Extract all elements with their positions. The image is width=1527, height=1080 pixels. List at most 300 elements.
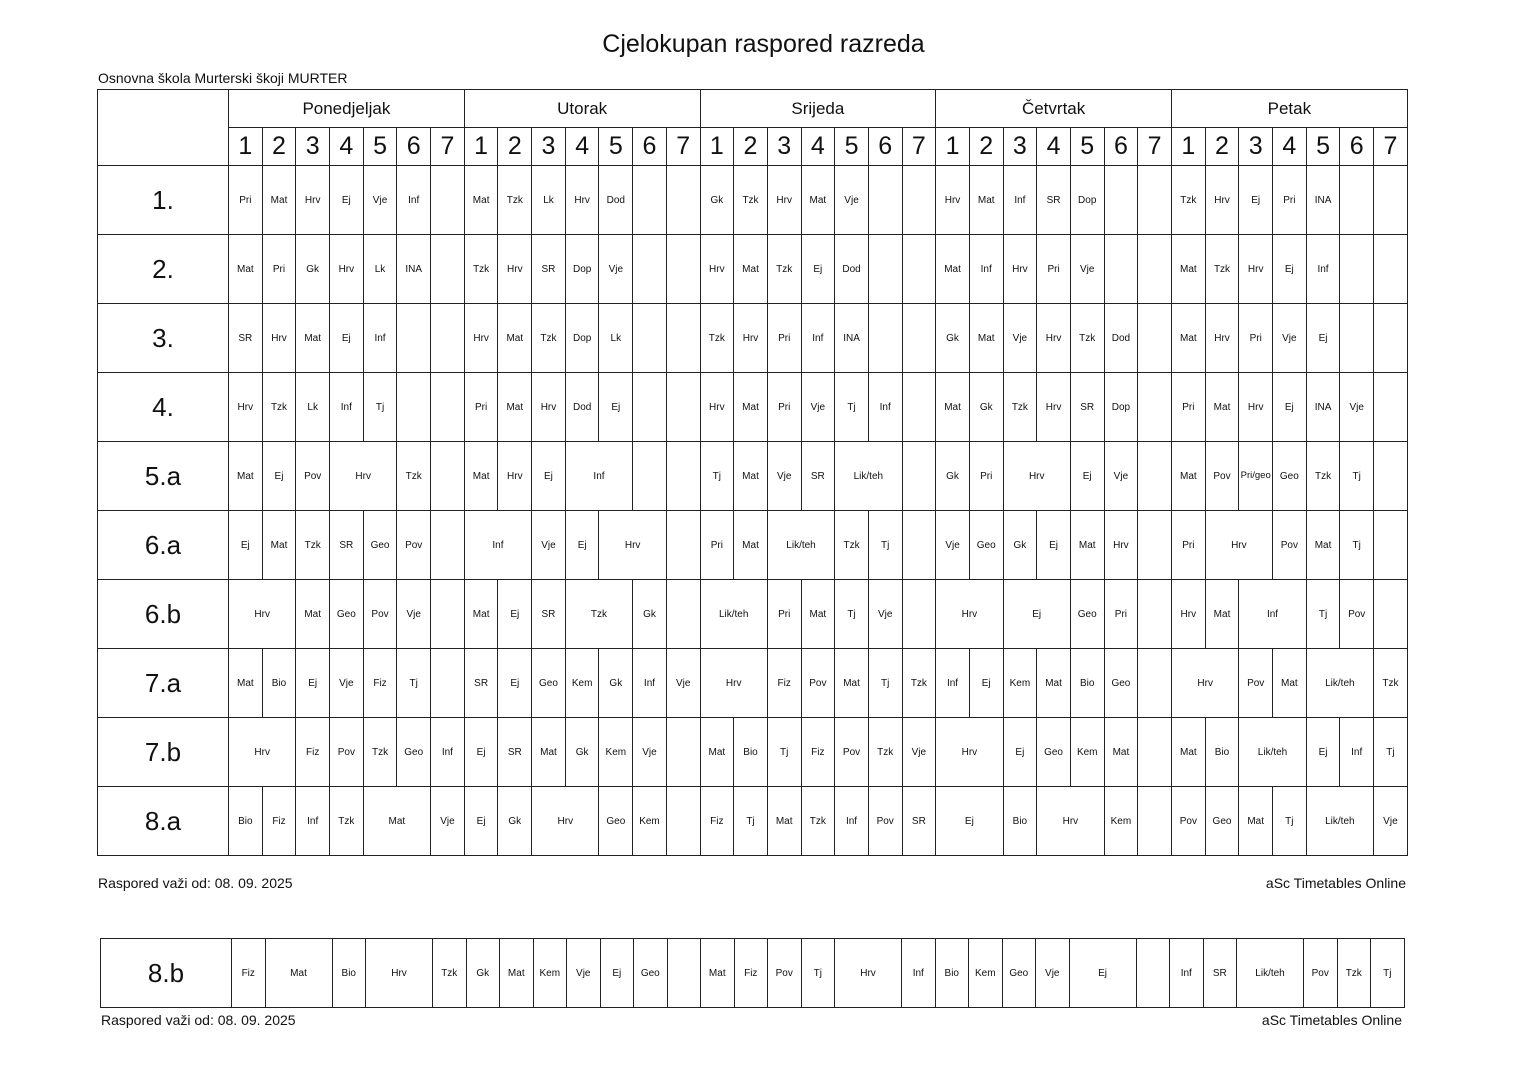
lesson-cell: Tzk [801,787,835,856]
school-name: Osnovna škola Murterski škoji MURTER [98,70,348,86]
lesson-cell: Fiz [734,939,768,1008]
class-row [98,166,1408,235]
empty-cell [431,373,465,442]
lesson-cell: Dod [565,373,599,442]
lesson-cell: Mat [734,373,768,442]
lesson-cell: Gk [466,939,500,1008]
lesson-cell: Tzk [1374,649,1408,718]
lesson-cell: Tj [1340,442,1374,511]
lesson-cell: Kem [599,718,633,787]
lesson-cell: Geo [397,718,431,787]
lesson-cell: Mat [1172,235,1206,304]
lesson-cell: Pov [330,718,364,787]
lesson-cell: Lik/teh [1237,939,1304,1008]
lesson-cell: Kem [633,787,667,856]
empty-cell [633,235,667,304]
class-name: 2. [98,235,229,304]
lesson-cell: Mat [363,787,430,856]
lesson-cell: Tzk [397,442,431,511]
lesson-cell: Geo [969,511,1003,580]
lesson-cell: Geo [634,939,668,1008]
class-name: 8.b [101,939,232,1008]
lesson-cell: Tj [1374,718,1408,787]
empty-cell [902,373,936,442]
lesson-cell: Ej [1003,580,1070,649]
empty-cell [667,939,701,1008]
empty-cell [1104,166,1138,235]
lesson-cell: Mat [498,304,532,373]
lesson-cell: Tzk [565,580,632,649]
period-number: 7 [1374,128,1408,166]
lesson-cell: Tzk [532,304,566,373]
page-title: Cjelokupan raspored razreda [602,30,925,58]
empty-cell [902,442,936,511]
period-number: 2 [262,128,296,166]
lesson-cell: Mat [969,166,1003,235]
period-number: 5 [599,128,633,166]
lesson-cell: Tj [700,442,734,511]
lesson-cell: Hrv [1104,511,1138,580]
lesson-cell: Ej [1273,235,1307,304]
corner-cell [98,90,229,166]
lesson-cell: Hrv [1172,649,1239,718]
lesson-cell: Dop [1070,166,1104,235]
day-header-row [98,90,1408,128]
lesson-cell: Tj [363,373,397,442]
empty-cell [666,787,700,856]
lesson-cell: Pri [1104,580,1138,649]
lesson-cell: Ej [498,649,532,718]
lesson-cell: Ej [464,718,498,787]
lesson-cell: Hrv [1239,235,1273,304]
lesson-cell: Mat [1306,511,1340,580]
empty-cell [1138,304,1172,373]
lesson-cell: Mat [229,235,263,304]
lesson-cell: Ej [936,787,1003,856]
period-number: 7 [1138,128,1172,166]
empty-cell [633,373,667,442]
lesson-cell: Ej [599,373,633,442]
lesson-cell: Ej [1239,166,1273,235]
lesson-cell: Mat [229,442,263,511]
lesson-cell: Mat [500,939,534,1008]
lesson-cell: INA [1306,166,1340,235]
empty-cell [431,649,465,718]
class-name: 4. [98,373,229,442]
lesson-cell: Tzk [835,511,869,580]
lesson-cell: Geo [1273,442,1307,511]
day-header: Petak [1172,90,1408,128]
lesson-cell: Hrv [1205,304,1239,373]
class-row [98,718,1408,787]
lesson-cell: Mat [498,373,532,442]
lesson-cell: Pov [835,718,869,787]
lesson-cell: Inf [296,787,330,856]
lesson-cell: Hrv [734,304,768,373]
lesson-cell: SR [464,649,498,718]
lesson-cell: Vje [633,718,667,787]
lesson-cell: Vje [666,649,700,718]
lesson-cell: Bio [332,939,366,1008]
lesson-cell: Mat [532,718,566,787]
lesson-cell: Inf [431,718,465,787]
lesson-cell: Geo [532,649,566,718]
lesson-cell: Dop [565,304,599,373]
lesson-cell: Inf [330,373,364,442]
lesson-cell: Mat [1172,304,1206,373]
lesson-cell: Inf [1306,235,1340,304]
lesson-cell: SR [532,580,566,649]
lesson-cell: Lk [363,235,397,304]
lesson-cell: Hrv [1239,373,1273,442]
lesson-cell: Tzk [767,235,801,304]
lesson-cell: Inf [969,235,1003,304]
lesson-cell: Ej [1306,304,1340,373]
empty-cell [1340,235,1374,304]
lesson-cell: Hrv [1037,304,1071,373]
lesson-cell: Hrv [1205,166,1239,235]
lesson-cell: Lik/teh [1306,787,1373,856]
empty-cell [1138,718,1172,787]
lesson-cell: Mat [801,166,835,235]
lesson-cell: Mat [296,580,330,649]
class-name: 8.a [98,787,229,856]
lesson-cell: Hrv [1037,373,1071,442]
empty-cell [666,373,700,442]
lesson-cell: Bio [1070,649,1104,718]
class-row [98,580,1408,649]
lesson-cell: Ej [498,580,532,649]
class-row [98,511,1408,580]
lesson-cell: Pov [768,939,802,1008]
lesson-cell: Pov [1205,442,1239,511]
lesson-cell: Hrv [498,442,532,511]
empty-cell [666,511,700,580]
lesson-cell: Pri [1239,304,1273,373]
empty-cell [868,235,902,304]
lesson-cell: Tzk [868,718,902,787]
lesson-cell: Mat [936,235,970,304]
lesson-cell: Kem [533,939,567,1008]
lesson-cell: Fiz [700,787,734,856]
lesson-cell: Lik/teh [1306,649,1373,718]
lesson-cell: Lik/teh [767,511,834,580]
period-header-row [98,128,1408,166]
lesson-cell: Gk [700,166,734,235]
lesson-cell: Pov [1273,511,1307,580]
empty-cell [1138,580,1172,649]
lesson-cell: Tzk [296,511,330,580]
lesson-cell: Fiz [363,649,397,718]
lesson-cell: INA [1306,373,1340,442]
lesson-cell: Tzk [433,939,467,1008]
lesson-cell: Ej [296,649,330,718]
lesson-cell: Vje [936,511,970,580]
empty-cell [1340,166,1374,235]
lesson-cell: Hrv [498,235,532,304]
lesson-cell: Mat [265,939,332,1008]
lesson-cell: Gk [936,304,970,373]
lesson-cell: Inf [801,304,835,373]
lesson-cell: INA [397,235,431,304]
lesson-cell: Inf [464,511,531,580]
lesson-cell: Lk [599,304,633,373]
empty-cell [1374,442,1408,511]
lesson-cell: Pov [1304,939,1338,1008]
lesson-cell: Pri [1037,235,1071,304]
lesson-cell: Tj [734,787,768,856]
empty-cell [868,304,902,373]
lesson-cell: Ej [330,304,364,373]
empty-cell [1374,373,1408,442]
lesson-cell: Mat [1239,787,1273,856]
lesson-cell: Tzk [498,166,532,235]
lesson-cell: SR [498,718,532,787]
empty-cell [666,718,700,787]
empty-cell [633,304,667,373]
lesson-cell: Mat [700,718,734,787]
lesson-cell: Vje [1070,235,1104,304]
lesson-cell: Gk [296,235,330,304]
empty-cell [666,442,700,511]
day-header: Četvrtak [936,90,1172,128]
lesson-cell: Hrv [835,939,902,1008]
lesson-cell: Mat [734,442,768,511]
lesson-cell: Hrv [229,718,296,787]
lesson-cell: Pov [397,511,431,580]
lesson-cell: Hrv [700,649,767,718]
lesson-cell: Ej [330,166,364,235]
lesson-cell: Lik/teh [700,580,767,649]
lesson-cell: Mat [229,649,263,718]
lesson-cell: Vje [567,939,601,1008]
lesson-cell: Mat [1273,649,1307,718]
lesson-cell: Pri [767,304,801,373]
empty-cell [902,304,936,373]
class-name: 6.a [98,511,229,580]
class-name: 6.b [98,580,229,649]
lesson-cell: Hrv [296,166,330,235]
lesson-cell: Pov [1239,649,1273,718]
lesson-cell: Tzk [262,373,296,442]
class-name: 1. [98,166,229,235]
empty-cell [431,304,465,373]
class-row [101,939,1405,1008]
empty-cell [1138,166,1172,235]
empty-cell [431,235,465,304]
empty-cell [902,511,936,580]
lesson-cell: Tj [835,580,869,649]
lesson-cell: Kem [969,939,1003,1008]
lesson-cell: Inf [565,442,632,511]
lesson-cell: Gk [633,580,667,649]
period-number: 7 [666,128,700,166]
lesson-cell: Pov [1172,787,1206,856]
lesson-cell: Pov [296,442,330,511]
lesson-cell: Dod [599,166,633,235]
lesson-cell: Bio [935,939,969,1008]
lesson-cell: Mat [262,166,296,235]
period-number: 1 [229,128,263,166]
lesson-cell: Mat [1037,649,1071,718]
lesson-cell: Gk [969,373,1003,442]
period-number: 2 [734,128,768,166]
timetable-second [100,938,1405,1008]
lesson-cell: Geo [1104,649,1138,718]
day-header: Srijeda [700,90,936,128]
lesson-cell: Vje [1374,787,1408,856]
lesson-cell: Tj [868,649,902,718]
period-number: 3 [532,128,566,166]
empty-cell [397,373,431,442]
lesson-cell: Vje [902,718,936,787]
lesson-cell: Mat [1205,373,1239,442]
class-row [98,304,1408,373]
period-number: 6 [397,128,431,166]
empty-cell [902,166,936,235]
lesson-cell: Inf [1340,718,1374,787]
valid-from-text-2: Raspored važi od: 08. 09. 2025 [101,1012,296,1028]
lesson-cell: Inf [1003,166,1037,235]
lesson-cell: SR [330,511,364,580]
empty-cell [1138,649,1172,718]
lesson-cell: Tzk [1070,304,1104,373]
lesson-cell: Pri [464,373,498,442]
lesson-cell: Tj [801,939,835,1008]
lesson-cell: Tzk [1205,235,1239,304]
lesson-cell: Hrv [936,580,1003,649]
lesson-cell: Geo [599,787,633,856]
lesson-cell: Kem [1003,649,1037,718]
lesson-cell: Lk [296,373,330,442]
lesson-cell: Geo [363,511,397,580]
lesson-cell: Hrv [229,580,296,649]
lesson-cell: Lik/teh [835,442,902,511]
lesson-cell: Geo [1002,939,1036,1008]
period-number: 6 [1340,128,1374,166]
empty-cell [1138,787,1172,856]
lesson-cell: Vje [1036,939,1070,1008]
lesson-cell: Lk [532,166,566,235]
lesson-cell: Tj [868,511,902,580]
empty-cell [1138,511,1172,580]
period-number: 2 [1205,128,1239,166]
period-number: 4 [801,128,835,166]
lesson-cell: Ej [229,511,263,580]
lesson-cell: Hrv [1205,511,1272,580]
lesson-cell: Vje [330,649,364,718]
lesson-cell: Vje [363,166,397,235]
lesson-cell: Tzk [464,235,498,304]
credit-text: aSc Timetables Online [1265,875,1406,891]
lesson-cell: Ej [1273,373,1307,442]
lesson-cell: Pri [229,166,263,235]
lesson-cell: Vje [431,787,465,856]
lesson-cell: Hrv [1003,442,1070,511]
empty-cell [666,580,700,649]
lesson-cell: Inf [1170,939,1204,1008]
lesson-cell: Ej [1070,442,1104,511]
empty-cell [1104,235,1138,304]
timetable-main [97,89,1408,856]
lesson-cell: Tzk [330,787,364,856]
lesson-cell: Inf [835,787,869,856]
lesson-cell: Vje [1273,304,1307,373]
lesson-cell: Tzk [1337,939,1371,1008]
period-number: 3 [767,128,801,166]
lesson-cell: Tzk [1172,166,1206,235]
lesson-cell: Ej [801,235,835,304]
empty-cell [902,580,936,649]
lesson-cell: Inf [1239,580,1306,649]
empty-cell [1138,235,1172,304]
period-number: 4 [1273,128,1307,166]
lesson-cell: Pri [1172,373,1206,442]
lesson-cell: Vje [1104,442,1138,511]
empty-cell [1374,580,1408,649]
period-number: 5 [363,128,397,166]
lesson-cell: Mat [1070,511,1104,580]
lesson-cell: INA [835,304,869,373]
empty-cell [633,442,667,511]
lesson-cell: Ej [464,787,498,856]
lesson-cell: Pri [767,373,801,442]
lesson-cell: Ej [532,442,566,511]
period-number: 2 [498,128,532,166]
lesson-cell: Inf [363,304,397,373]
lesson-cell: SR [902,787,936,856]
lesson-cell: Hrv [330,442,397,511]
lesson-cell: Gk [565,718,599,787]
lesson-cell: Hrv [1003,235,1037,304]
period-number: 4 [1037,128,1071,166]
empty-cell [397,304,431,373]
lesson-cell: Bio [1205,718,1239,787]
lesson-cell: Kem [1104,787,1138,856]
empty-cell [902,235,936,304]
lesson-cell: Ej [600,939,634,1008]
lesson-cell: Hrv [532,787,599,856]
lesson-cell: Hrv [366,939,433,1008]
lesson-cell: Mat [801,580,835,649]
lesson-cell: Bio [262,649,296,718]
period-number: 1 [700,128,734,166]
lesson-cell: Pov [868,787,902,856]
class-row [98,373,1408,442]
valid-from-text: Raspored važi od: 08. 09. 2025 [98,875,293,891]
lesson-cell: Bio [229,787,263,856]
lesson-cell: Mat [1172,442,1206,511]
lesson-cell: Hrv [700,235,734,304]
period-number: 1 [1172,128,1206,166]
lesson-cell: Mat [1205,580,1239,649]
period-number: 4 [565,128,599,166]
lesson-cell: Vje [767,442,801,511]
lesson-cell: Ej [969,649,1003,718]
lesson-cell: Lik/teh [1239,718,1306,787]
lesson-cell: Pri [969,442,1003,511]
class-name: 7.b [98,718,229,787]
lesson-cell: Geo [1037,718,1071,787]
lesson-cell: Mat [464,580,498,649]
lesson-cell: Mat [734,235,768,304]
lesson-cell: Inf [868,373,902,442]
lesson-cell: Hrv [936,718,1003,787]
lesson-cell: Hrv [700,373,734,442]
period-number: 5 [1306,128,1340,166]
empty-cell [1374,511,1408,580]
lesson-cell: Hrv [532,373,566,442]
